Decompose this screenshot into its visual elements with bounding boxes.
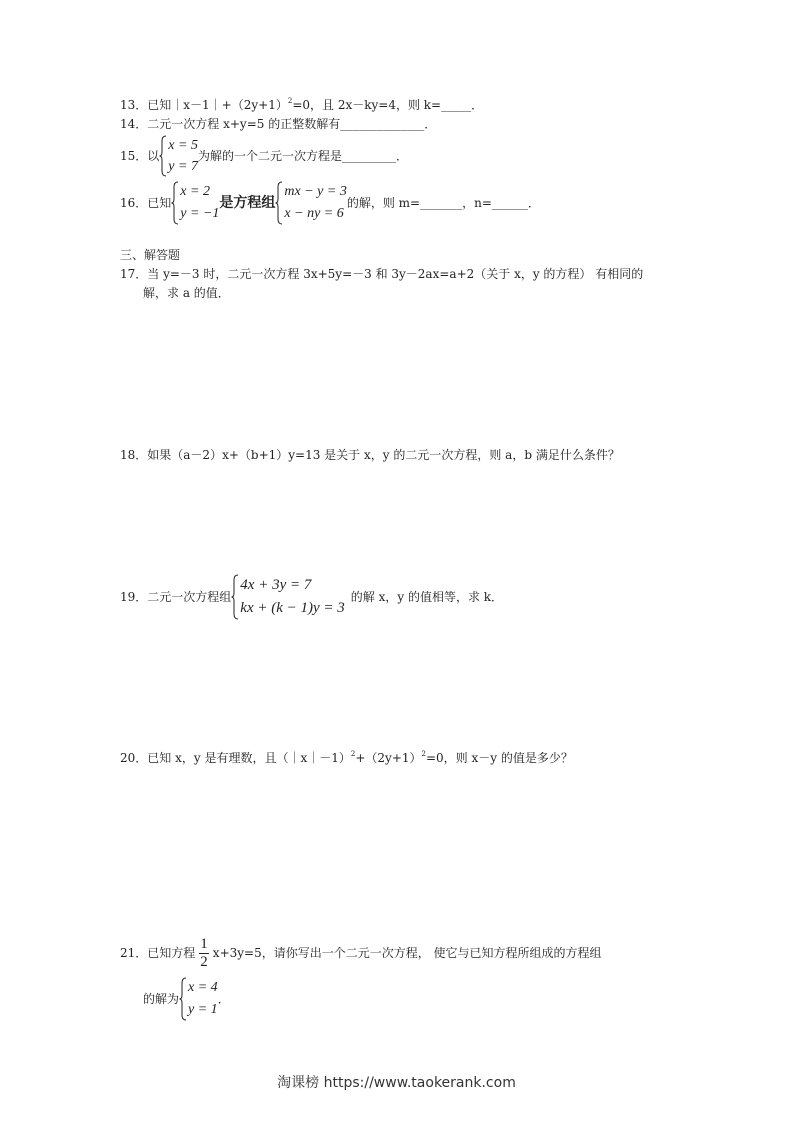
question-19 [120,573,503,621]
question-number: 18． [120,448,148,462]
equation: y = 7 [168,159,198,174]
question-text: 如果（a－2）x+（b+1）y=13 是关于 x，y 的二元一次方程，则 a，b 满足什么条件？ [147,448,620,462]
question-text-cont: 为解的一个二元一次方程是_________． [197,149,408,163]
question-text-cont: x+3y=5，请你写出一个二元一次方程， 使它与已知方程所组成的方程组 [212,946,602,960]
brace-icon [171,181,179,225]
question-text-cont: 的解，则 m=_______，n=______． [346,196,540,210]
question-number: 19． [120,590,148,604]
brace-icon [231,574,239,620]
question-text: 的解为 [143,992,180,1006]
question-text: 当 y=－3 时，二元一次方程 3x+5y=－3 和 3y－2ax=a+2（关于 x，y 的方程） 有相同的 [147,267,644,281]
question-text-cont: =0，且 2x－ky=4，则 k=_____． [292,98,484,112]
question-number: 17． [120,267,148,281]
equation: mx − y = 3 [284,184,347,199]
equation-system [171,181,219,225]
question-18 [120,447,620,463]
question-text: 已知 x，y 是有理数，且（｜x｜－1） [147,751,351,765]
brace-icon [275,181,283,225]
question-text-end: ． [217,992,230,1006]
question-text: 二元一次方程 x+y=5 的正整数解有______________． [147,117,437,131]
fraction-denominator: 2 [200,953,208,970]
equation: x = 5 [168,138,198,153]
question-text: 已知方程 [147,946,196,960]
exponent: 2 [421,750,426,758]
question-text-cont: 的解 x，y 的值相等，求 k． [350,590,504,604]
question-21 [120,934,602,972]
question-number: 14． [120,117,148,131]
equation-system [179,977,218,1021]
question-14 [120,116,436,132]
equation: x = 4 [188,980,218,995]
equation: y = 1 [188,1002,218,1017]
question-number: 20． [120,751,148,765]
question-text: 已知｜x－1｜+（2y+1） [147,98,288,112]
equation-system [275,181,346,225]
question-text-cont: +（2y+1） [355,751,422,765]
question-15 [120,134,408,178]
equation: x = 2 [180,184,210,199]
question-21-cont [143,976,230,1022]
question-number: 15． [120,149,148,163]
exponent: 2 [287,97,293,105]
equation-system [159,135,198,177]
equation: x − ny = 6 [284,206,344,221]
question-16 [120,180,540,226]
equation: kx + (k − 1)y = 3 [240,600,345,616]
fraction-numerator: 1 [200,935,208,952]
question-number: 21． [120,946,148,960]
question-text: 已知 [147,196,172,210]
question-17-cont: 解，求 a 的值． [143,286,230,300]
fraction [199,936,209,971]
question-text: 以 [147,149,160,163]
question-number: 13． [120,98,148,112]
equation-system [231,574,345,620]
exponent: 2 [350,750,356,758]
question-text: 二元一次方程组 [147,590,232,604]
question-text-end: =0，则 x－y 的值是多少？ [425,751,573,765]
question-20 [120,750,573,768]
footer-watermark: 淘课榜 https://www.taokerank.com [277,1075,516,1091]
section-title: 三、解答题 [120,248,181,262]
question-17 [120,266,643,282]
equation: 4x + 3y = 7 [240,577,312,593]
question-number: 16． [120,196,148,210]
question-13 [120,97,483,115]
brace-icon [179,977,187,1021]
equation: y = −1 [180,206,220,221]
brace-icon [159,135,167,177]
question-text-bold: 是方程组 [219,195,276,211]
